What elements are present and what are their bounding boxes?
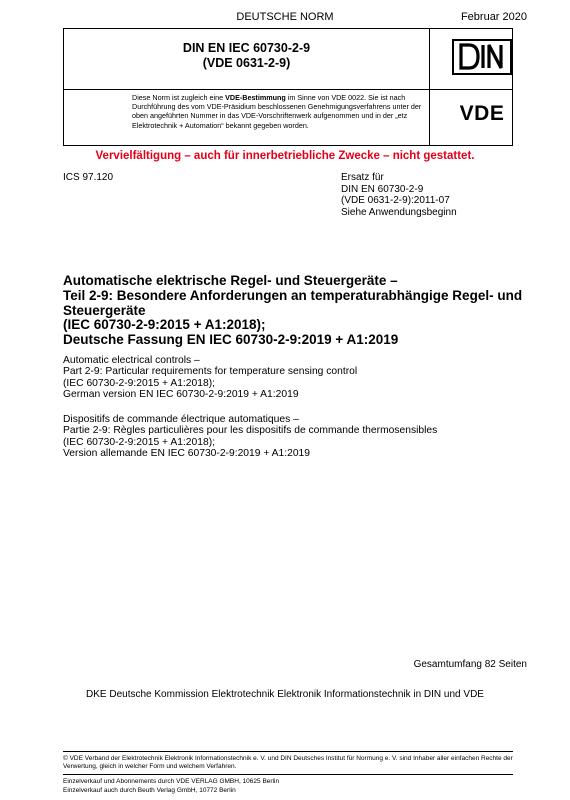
vde-number: (VDE 0631-2-9) <box>202 56 291 70</box>
replacement-line: Ersatz für <box>341 172 384 183</box>
french-title-line: Dispositifs de commande électrique automatiques – <box>63 414 299 425</box>
vde-notice: Diese Norm ist zugleich eine VDE-Bestimmung im Sinne von VDE 0022. Sie ist nach Durchführung des vom VDE-Präsidium beschlossenen Genehmigungsverfahrens unter der oben angeführten Nummer in das VDE-Vorschriftenwerk aufgenommen und in der „etz Elektrotechnik + Automation“ bekannt gegeben worden. <box>132 93 422 130</box>
german-title-line: Teil 2-9: Besondere Anforderungen an temperaturabhängige Regel- und <box>63 287 523 303</box>
standard-number: DIN EN IEC 60730-2-9 <box>182 41 311 55</box>
publication-date: Februar 2020 <box>460 11 527 23</box>
copy-warning: Vervielfältigung – auch für innerbetriebliche Zwecke – nicht gestattet. <box>95 150 475 162</box>
vde-bestimmung-label: VDE-Bestimmung <box>225 93 286 102</box>
german-title-line: Automatische elektrische Regel- und Steuergeräte – <box>63 273 398 288</box>
french-title <box>63 414 523 459</box>
replacement-line: DIN EN 60730-2-9 <box>341 183 424 195</box>
din-logo-mark <box>454 41 509 72</box>
standard-title <box>64 41 429 71</box>
header-divider-horizontal <box>64 89 512 90</box>
distribution-line: Einzelverkauf auch durch Beuth Verlag GmbH, 10772 Berlin <box>63 787 236 794</box>
total-pages: Gesamtumfang 82 Seiten <box>413 659 527 670</box>
din-logo <box>452 39 512 75</box>
document-type: DEUTSCHE NORM <box>236 11 334 23</box>
english-title-line: German version EN IEC 60730-2-9:2019 + A1:2019 <box>63 388 299 400</box>
replacement-line: (VDE 0631-2-9):2011-07 <box>341 195 450 206</box>
english-title <box>63 355 523 400</box>
english-title-line: Part 2-9: Particular requirements for temperature sensing control <box>63 366 358 378</box>
french-title-line: Partie 2-9: Règles particulières pour les dispositifs de commande thermosensibles <box>63 425 438 437</box>
copyright-notice: © VDE Verband der Elektrotechnik Elektronik Informationstechnik e. V. und DIN Deutsches Institut für Normung e. V. sind Inhaber aller einfachen Rechte der Verwertung, gleich in welcher Form und welchem Verfahren. <box>63 755 513 770</box>
header-box <box>63 28 513 146</box>
french-title-line: (IEC 60730-2-9:2015 + A1:2018); <box>63 436 215 448</box>
dke-line: DKE Deutsche Kommission Elektrotechnik Elektronik Informationstechnik in DIN und VDE <box>86 689 484 700</box>
german-title-line: Steuergeräte <box>63 302 146 318</box>
header-divider-vertical <box>429 29 430 145</box>
vde-logo: VDE <box>459 102 505 125</box>
footer-divider-bottom <box>63 774 513 775</box>
footer-divider-top <box>63 751 513 752</box>
english-title-line: (IEC 60730-2-9:2015 + A1:2018); <box>63 377 215 389</box>
german-title <box>63 274 523 348</box>
distribution-line: Einzelverkauf und Abonnements durch VDE VERLAG GMBH, 10625 Berlin <box>63 778 280 785</box>
german-title-line: (IEC 60730-2-9:2015 + A1:2018); <box>63 317 266 333</box>
replacement-line: Siehe Anwendungsbeginn <box>341 206 457 218</box>
english-title-line: Automatic electrical controls – <box>63 355 200 366</box>
ics-code: ICS 97.120 <box>63 172 114 183</box>
french-title-line: Version allemande EN IEC 60730-2-9:2019 + A1:2019 <box>63 447 311 459</box>
replacement-block <box>341 172 457 218</box>
german-title-line: Deutsche Fassung EN IEC 60730-2-9:2019 + A1:2019 <box>63 332 399 348</box>
